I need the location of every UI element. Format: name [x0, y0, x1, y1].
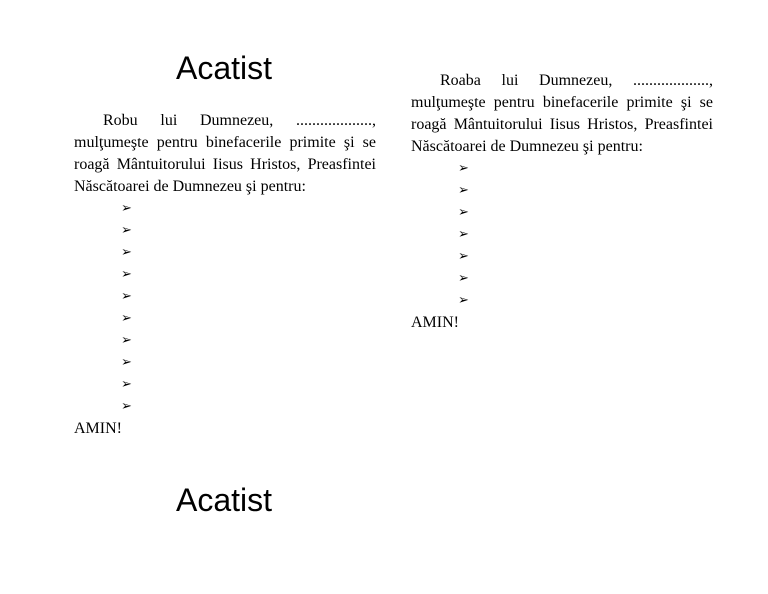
arrow-bullet-icon: ➢ — [458, 227, 469, 242]
left-bullet-item — [74, 198, 376, 220]
bottom-title: Acatist — [176, 482, 273, 518]
arrow-bullet-icon: ➢ — [458, 249, 469, 264]
right-bullet-item — [411, 268, 713, 290]
arrow-bullet-icon: ➢ — [458, 183, 469, 198]
right-bullet-item — [411, 224, 713, 246]
left-closing-text: AMIN! — [74, 420, 122, 437]
left-prayer-text: Robu lui Dumnezeu, ..................., mulţumeşte pentru binefacerile primite şi se roagă Mântuitorului Iisus Hristos, Preasfintei Născătoarei de Dumnezeu şi pentru: — [74, 112, 376, 195]
left-bullet-item — [74, 242, 376, 264]
arrow-bullet-icon: ➢ — [121, 311, 132, 326]
arrow-bullet-icon: ➢ — [121, 267, 132, 282]
right-bullet-item — [411, 246, 713, 268]
left-bullet-item — [74, 352, 376, 374]
right-prayer-column — [411, 70, 713, 334]
right-bullet-item — [411, 158, 713, 180]
arrow-bullet-icon: ➢ — [121, 399, 132, 414]
left-prayer-column — [74, 110, 376, 440]
left-bullet-item — [74, 286, 376, 308]
page-title: Acatist — [176, 50, 273, 86]
arrow-bullet-icon: ➢ — [121, 223, 132, 238]
left-bullet-item — [74, 396, 376, 418]
arrow-bullet-icon: ➢ — [121, 355, 132, 370]
arrow-bullet-icon: ➢ — [458, 161, 469, 176]
arrow-bullet-icon: ➢ — [121, 201, 132, 216]
right-bullet-item — [411, 202, 713, 224]
arrow-bullet-icon: ➢ — [121, 289, 132, 304]
right-bullet-item — [411, 180, 713, 202]
left-bullet-item — [74, 330, 376, 352]
arrow-bullet-icon: ➢ — [458, 205, 469, 220]
arrow-bullet-icon: ➢ — [458, 293, 469, 308]
arrow-bullet-icon: ➢ — [121, 377, 132, 392]
left-bullet-list — [74, 198, 376, 418]
arrow-bullet-icon: ➢ — [458, 271, 469, 286]
left-bullet-item — [74, 374, 376, 396]
right-bullet-list — [411, 158, 713, 312]
left-bullet-item — [74, 264, 376, 286]
arrow-bullet-icon: ➢ — [121, 333, 132, 348]
left-bullet-item — [74, 220, 376, 242]
right-prayer-text: Roaba lui Dumnezeu, ..................., mulţumeşte pentru binefacerile primite şi se roagă Mântuitorului Iisus Hristos, Preasfintei Născătoarei de Dumnezeu şi pentru: — [411, 72, 713, 155]
left-bullet-item — [74, 308, 376, 330]
right-bullet-item — [411, 290, 713, 312]
right-closing-text: AMIN! — [411, 314, 459, 331]
arrow-bullet-icon: ➢ — [121, 245, 132, 260]
